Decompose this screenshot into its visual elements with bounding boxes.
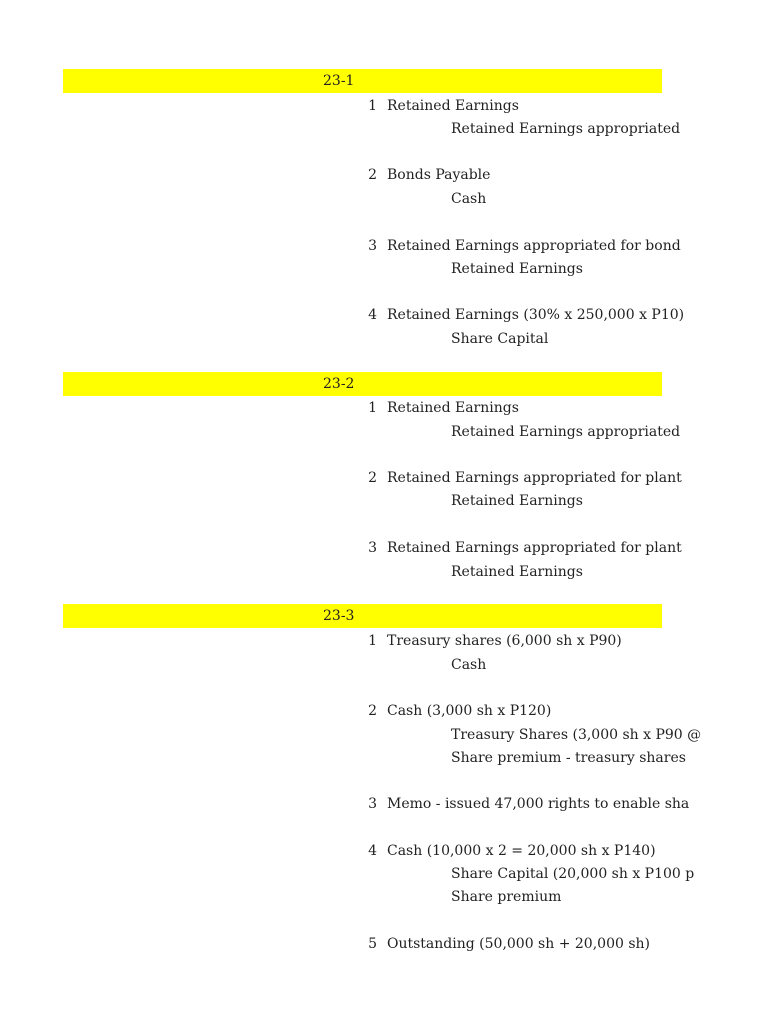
debit-account-cell[interactable]: Cash (3,000 sh x P120) <box>387 703 552 719</box>
debit-account-cell[interactable]: Treasury shares (6,000 sh x P90) <box>387 633 622 649</box>
entry-number: 2 <box>368 703 377 719</box>
credit-account-cell[interactable]: Share premium <box>451 889 562 905</box>
entry-number: 1 <box>368 98 377 114</box>
section-header-row[interactable] <box>63 604 662 628</box>
debit-account-cell[interactable]: Cash (10,000 x 2 = 20,000 sh x P140) <box>387 843 656 859</box>
credit-account-cell[interactable]: Retained Earnings appropriated <box>451 424 681 440</box>
credit-account-cell[interactable]: Retained Earnings <box>451 261 583 277</box>
entry-number: 1 <box>368 400 377 416</box>
credit-account-cell[interactable]: Retained Earnings <box>451 564 583 580</box>
debit-account-cell[interactable]: Retained Earnings (30% x 250,000 x P10) <box>387 307 685 323</box>
credit-account-cell[interactable]: Cash <box>451 657 487 673</box>
entry-number: 3 <box>368 238 377 254</box>
entry-number: 3 <box>368 796 377 812</box>
entry-number: 3 <box>368 540 377 556</box>
debit-account-cell[interactable]: Retained Earnings appropriated for bond <box>387 238 681 254</box>
entry-number: 2 <box>368 470 377 486</box>
credit-account-cell[interactable]: Share premium - treasury shares <box>451 750 686 766</box>
section-label: 23-1 <box>323 73 355 89</box>
debit-account-cell[interactable]: Retained Earnings <box>387 400 519 416</box>
credit-account-cell[interactable]: Retained Earnings appropriated <box>451 121 681 137</box>
credit-account-cell[interactable]: Cash <box>451 191 487 207</box>
debit-account-cell[interactable]: Bonds Payable <box>387 167 491 183</box>
section-label: 23-2 <box>323 376 355 392</box>
credit-account-cell[interactable]: Share Capital (20,000 sh x P100 p <box>451 866 695 882</box>
section-label: 23-3 <box>323 608 355 624</box>
section-header-row[interactable] <box>63 372 662 396</box>
credit-account-cell[interactable]: Retained Earnings <box>451 493 583 509</box>
entry-number: 4 <box>368 307 377 323</box>
section-header-row[interactable] <box>63 69 662 93</box>
computation-cell[interactable]: Outstanding (50,000 sh + 20,000 sh) <box>387 936 650 952</box>
credit-account-cell[interactable]: Treasury Shares (3,000 sh x P90 @ <box>451 727 702 743</box>
entry-number: 1 <box>368 633 377 649</box>
debit-account-cell[interactable]: Retained Earnings <box>387 98 519 114</box>
entry-number: 5 <box>368 936 377 952</box>
entry-number: 2 <box>368 167 377 183</box>
debit-account-cell[interactable]: Retained Earnings appropriated for plant <box>387 470 682 486</box>
entry-number: 4 <box>368 843 377 859</box>
credit-account-cell[interactable]: Share Capital <box>451 331 549 347</box>
debit-account-cell[interactable]: Retained Earnings appropriated for plant <box>387 540 682 556</box>
memo-cell[interactable]: Memo - issued 47,000 rights to enable sha <box>387 796 690 812</box>
